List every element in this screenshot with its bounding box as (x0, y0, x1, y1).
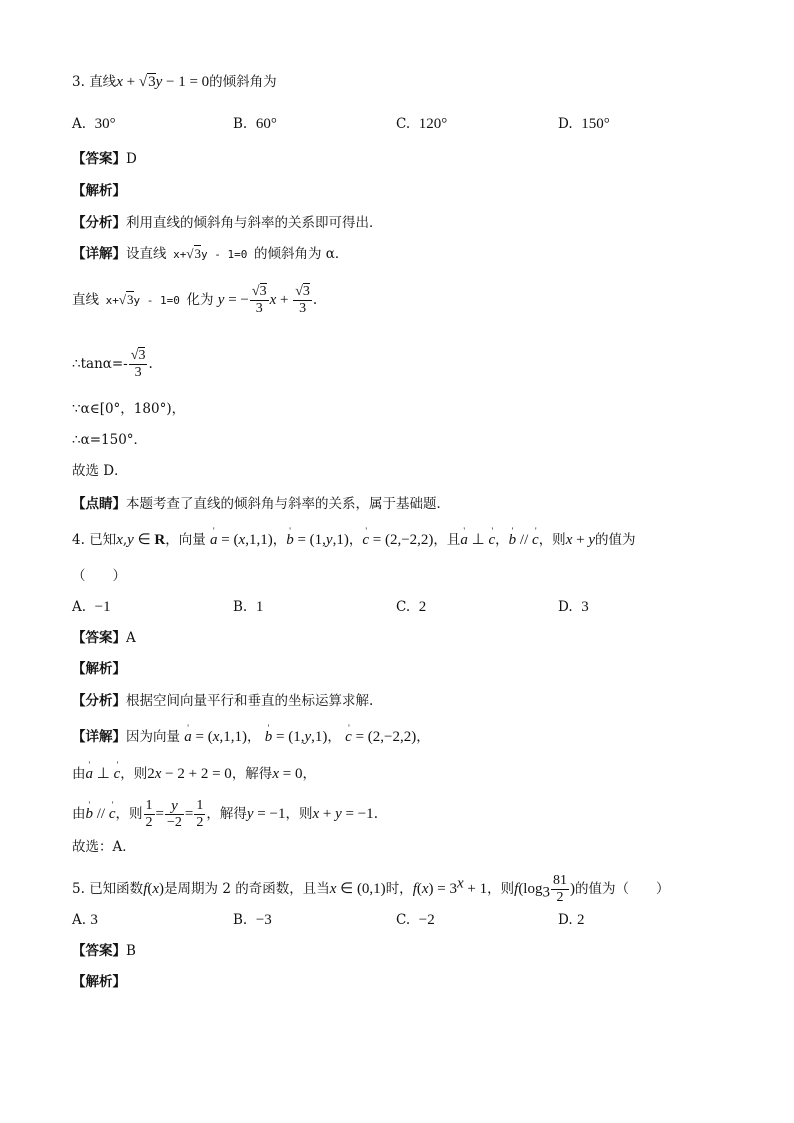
q3-jiexi: 【解析】 (72, 183, 126, 199)
q3-number: 3. (72, 74, 85, 90)
q5-option-b: B. −3 (233, 912, 272, 928)
q3-option-a: A. 30° (72, 116, 116, 132)
q3-line2: 直线 x+√3y - 1=0 化为 y = − $\frac{√3}{3}$ x + $\frac{√3}{3}$ . (72, 284, 318, 316)
q5-option-d: D. 2 (558, 912, 585, 928)
q4-xiangjie: 【详解】因为向量 ' a = (x,1,1)， ' b = (1,y,1)， ' c = (2,−2,2)， (72, 727, 430, 747)
q4-stem: 4. 已知x,y ∈ R，向量 ' a = (x,1,1)，' b = (1,y,1)，' c = (2,−2,2)，且' a ⊥ ' c，' b // ' c，则x + y的值为 (72, 530, 636, 550)
q3-stem-post: 的倾斜角为 (209, 74, 277, 90)
q4-answer: 【答案】A (72, 630, 136, 646)
q4-option-b: B. 1 (233, 599, 264, 615)
q5-answer: 【答案】B (72, 943, 136, 959)
q3-xiangjie: 【详解】设直线 x+√3y - 1=0 的倾斜角为 α． (72, 246, 349, 262)
q5-option-a: A. 3 (72, 912, 98, 928)
q5-stem: 5. 已知函数f(x)是周期为 2 的奇函数，且当x ∈ (0,1)时，$f(x) = 3^x + 1$，则$f(\log_3$ $\frac{81}{2}$ )的值为（ ） (72, 873, 670, 905)
q4-option-d: D. 3 (558, 599, 589, 615)
q4-paren: （ ） (72, 568, 126, 584)
q3-fenxi: 【分析】利用直线的倾斜角与斜率的关系即可得出． (72, 215, 383, 231)
q5-option-c: C. −2 (396, 912, 435, 928)
q3-stem-pre: 直线 (89, 74, 117, 90)
q4-xuan: 故选：A． (72, 839, 136, 855)
q3-line5: ∴α=150°． (72, 432, 148, 448)
q3-line4: ∵α∈[0°，180°)， (72, 401, 186, 417)
q3-dianjing: 【点睛】本题考查了直线的倾斜角与斜率的关系，属于基础题． (72, 496, 450, 512)
q4-parallel-step: 由' b // ' c，则 $\frac{1}{2}$ = $\frac{y}{-2}$ = $\frac{1}{2}$ ，解得y = −1，则x + y = −1. (72, 798, 378, 831)
q3-option-b: B. 60° (233, 116, 277, 132)
q4-fenxi: 【分析】根据空间向量平行和垂直的坐标运算求解. (72, 693, 374, 709)
q3-option-d: D. 150° (558, 116, 610, 132)
q5-jiexi: 【解析】 (72, 974, 126, 990)
q3-answer: 【答案】D (72, 151, 137, 167)
q4-option-c: C. 2 (396, 599, 427, 615)
q3-line6: 故选 D． (72, 463, 128, 479)
q4-option-a: A. −1 (72, 599, 111, 615)
q4-perp-step: 由' a ⊥ ' c，则2x − 2 + 2 = 0，解得x = 0， (72, 764, 316, 784)
q3-stem: 3. 直线x + √3y − 1 = 0的倾斜角为 (72, 74, 277, 90)
q3-line3: ∴tanα=- $\frac{√3}{3}$ . (72, 348, 153, 380)
q4-jiexi: 【解析】 (72, 661, 126, 677)
q3-option-c: C. 120° (396, 116, 448, 132)
